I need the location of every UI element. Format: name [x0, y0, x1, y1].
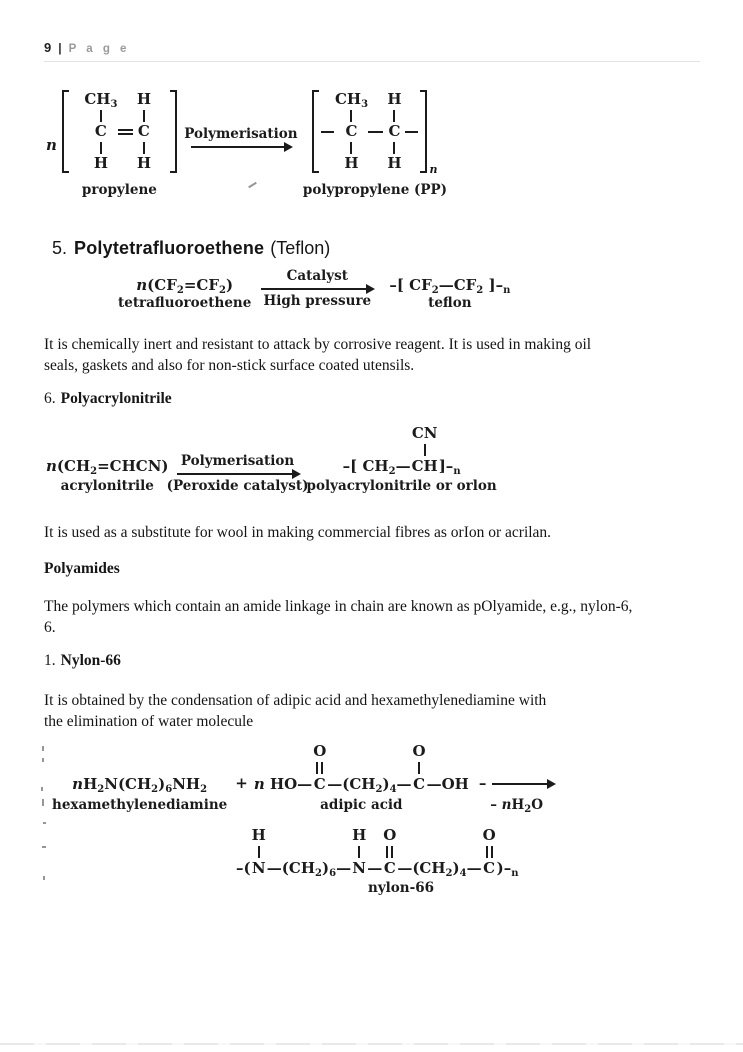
- scan-artifact: [41, 787, 43, 791]
- catalyst-arrow: [261, 268, 373, 309]
- polypropylene-unit: [303, 88, 447, 198]
- chain-close-bracket: )$-_n$: [496, 859, 519, 879]
- bond-horizontal: —: [367, 859, 383, 877]
- formula-pan-close: ]$-_n$: [438, 457, 461, 477]
- atom-h: H: [136, 154, 151, 172]
- formula-acrylonitrile: $n(CH_2=CHCN)$: [46, 457, 169, 477]
- scan-artifact: [43, 876, 45, 880]
- atom-o: O: [412, 742, 426, 760]
- nylon-66-chain: [236, 826, 519, 896]
- heading-suffix: (Teflon): [270, 238, 331, 258]
- bond-single: [358, 846, 360, 858]
- page-number: 9: [44, 40, 52, 55]
- chain-open-bracket: –(: [236, 859, 251, 877]
- reaction-propylene: [46, 88, 447, 198]
- paragraph-line: It is obtained by the condensation of adipic acid and hexamethylenediamine with: [44, 692, 547, 709]
- atom-h: H: [387, 90, 402, 108]
- atom-o: O: [313, 742, 327, 760]
- bond-single: [100, 142, 102, 154]
- nh-group: [252, 826, 266, 878]
- bracket-left: [312, 90, 319, 173]
- header-separator: |: [58, 41, 62, 55]
- page-header: [44, 40, 130, 55]
- bond-single: [143, 142, 145, 154]
- atom-c: C: [345, 122, 358, 140]
- plus-sign: +: [235, 774, 248, 792]
- bond-single: [393, 110, 395, 122]
- scan-artifact: [42, 746, 44, 751]
- polymerisation-arrow: [184, 126, 298, 151]
- atom-ch3: $CH_3$: [84, 90, 118, 110]
- bond-double: [118, 129, 133, 135]
- bond-horizontal: [368, 131, 383, 133]
- atom-o: O: [383, 826, 397, 844]
- teflon-reactant: [118, 262, 251, 311]
- formula-ch2-4: $—(CH_2)_4—$: [327, 775, 412, 795]
- carbonyl-group: [383, 826, 396, 878]
- acrylonitrile-label: acrylonitrile: [60, 478, 154, 494]
- minus-water-label: – $nH_2O$: [490, 797, 543, 815]
- nh-group: [352, 826, 366, 878]
- atom-h: H: [251, 826, 266, 844]
- hexamethylenediamine-label: hexamethylenediamine: [52, 797, 228, 813]
- bond-double: [316, 762, 323, 774]
- teflon-product: [389, 262, 510, 311]
- heading-number: 6.: [44, 390, 56, 407]
- bracket-right: [420, 90, 427, 173]
- paragraph-line: It is chemically inert and resistant to attack by corrosive reagent. It is used in making oil: [44, 336, 592, 353]
- bond-single: [350, 142, 352, 154]
- propylene-structure: [71, 90, 168, 173]
- atom-c: C: [413, 775, 426, 793]
- pan-reactant: [46, 457, 169, 494]
- polypropylene-structure: [321, 90, 418, 173]
- teflon-label: teflon: [428, 295, 472, 311]
- header-rule: [44, 61, 700, 62]
- page-word: P a g e: [68, 43, 130, 55]
- condensation-arrow-group: [479, 774, 555, 813]
- atom-c: C: [313, 775, 326, 793]
- heading-polyamides: Polyamides: [44, 560, 120, 577]
- scan-artifact: [42, 758, 44, 762]
- bond-single: [143, 110, 145, 122]
- atom-h: H: [93, 154, 108, 172]
- arrow-bottom-label: (Peroxide catalyst): [166, 478, 309, 494]
- formula-ch2-6: $—(CH_2)_6—$: [266, 859, 352, 879]
- atom-c: C: [383, 859, 396, 877]
- bond-single: [100, 110, 102, 122]
- formula-teflon: –[ $CF_2—CF_2$ ]$-_n$: [389, 276, 511, 296]
- atom-n: N: [251, 859, 266, 877]
- formula-ho: n HO—: [253, 775, 313, 793]
- paragraph-nylon: [44, 690, 709, 732]
- atom-c: C: [137, 122, 150, 140]
- formula-oh: —OH: [426, 775, 469, 793]
- atom-n: N: [352, 859, 367, 877]
- paragraph-orlon: [44, 522, 709, 543]
- atom-ch3: $CH_3$: [334, 90, 369, 110]
- reaction-teflon: [118, 262, 510, 311]
- tetrafluoroethene-label: tetrafluoroethene: [118, 295, 252, 311]
- bracket-subscript-n: n: [429, 163, 438, 176]
- arrow-label: Polymerisation: [184, 126, 298, 142]
- reaction-arrow: [492, 783, 554, 785]
- amine-group: [52, 775, 227, 813]
- atom-h: H: [387, 154, 402, 172]
- propylene-label: propylene: [81, 182, 157, 198]
- heading-number: 5.: [52, 238, 68, 258]
- paragraph-line: the elimination of water molecule: [44, 713, 254, 730]
- arrow-top-label: Polymerisation: [180, 453, 295, 469]
- adipic-acid-label: adipic acid: [320, 797, 403, 813]
- pan-product: [307, 424, 497, 494]
- formula-ch2-4: $—(CH_2)_4—$: [397, 859, 482, 879]
- paragraph-polyamides: [44, 596, 709, 638]
- reaction-polyacrylonitrile: [46, 424, 497, 494]
- bond-single: [424, 444, 426, 456]
- formula-hexamethylenediamine: $nH_2N(CH_2)_6NH_2$: [72, 775, 208, 795]
- bond-single: [393, 142, 395, 154]
- atom-c: C: [388, 122, 401, 140]
- bond-double: [386, 846, 393, 858]
- reaction-arrow: [177, 473, 299, 475]
- bottom-rule: [0, 1043, 743, 1045]
- scan-artifact: [42, 799, 44, 806]
- atom-c: C: [483, 859, 496, 877]
- atom-h: H: [344, 154, 359, 172]
- formula-tetrafluoroethene: $n(CF_2=CF_2)$: [136, 276, 234, 296]
- heading-title: Polyacrylonitrile: [60, 390, 172, 407]
- pendant-cn-group: [412, 424, 438, 476]
- arrow-top-label: Catalyst: [286, 268, 348, 284]
- bracket-right: [170, 90, 177, 173]
- arrow-bottom-label: High pressure: [263, 293, 372, 309]
- bond-horizontal: [405, 131, 418, 133]
- paragraph-line: The polymers which contain an amide linkage in chain are known as pOlyamide, e.g., nylon-6,: [44, 598, 633, 615]
- paragraph-line: It is used as a substitute for wool in making commercial fibres as orIon or acrilan.: [44, 524, 552, 541]
- scan-artifact: [42, 846, 46, 848]
- atom-h: H: [136, 90, 151, 108]
- pan-label: polyacrylonitrile or orlon: [306, 478, 497, 494]
- polypropylene-label: polypropylene (PP): [302, 182, 448, 198]
- heading-polytetrafluoroethene: [52, 238, 330, 259]
- reaction-arrow: [261, 288, 373, 290]
- carbonyl-group: [413, 742, 426, 794]
- heading-number: 1.: [44, 652, 56, 669]
- atom-c: C: [94, 122, 107, 140]
- atom-cn: CN: [411, 424, 438, 442]
- coefficient-n: n: [46, 136, 57, 154]
- atom-ch: CH: [411, 457, 438, 475]
- nylon-66-label: nylon-66: [368, 880, 434, 896]
- paragraph-teflon: [44, 334, 709, 376]
- bracket-left: [62, 90, 69, 173]
- formula-pan-open: –[ $CH_2—$: [342, 457, 411, 477]
- atom-h: H: [352, 826, 367, 844]
- adipic-acid-group: [254, 742, 469, 813]
- bond-single: [418, 762, 420, 774]
- scan-artifact: [43, 822, 46, 824]
- carbonyl-group: [313, 742, 326, 794]
- paragraph-line: seals, gaskets and also for non-stick surface coated utensils.: [44, 357, 415, 374]
- atom-o: O: [482, 826, 496, 844]
- bond-horizontal: [321, 131, 334, 133]
- paragraph-line: 6.: [44, 619, 56, 636]
- heading-title: Nylon-66: [60, 652, 121, 669]
- bond-single: [350, 110, 352, 122]
- carbonyl-group: [483, 826, 496, 878]
- bond-single: [258, 846, 260, 858]
- heading-title: Polytetrafluoroethene: [74, 238, 265, 258]
- reaction-nylon-reactants: [52, 742, 554, 813]
- dash: –: [478, 774, 487, 792]
- bond-double: [486, 846, 493, 858]
- heading-nylon-66: [44, 652, 121, 670]
- reaction-arrow: [191, 146, 291, 148]
- polymerisation-arrow: [166, 453, 309, 494]
- propylene-unit: [62, 88, 177, 198]
- heading-polyacrylonitrile: [44, 390, 172, 408]
